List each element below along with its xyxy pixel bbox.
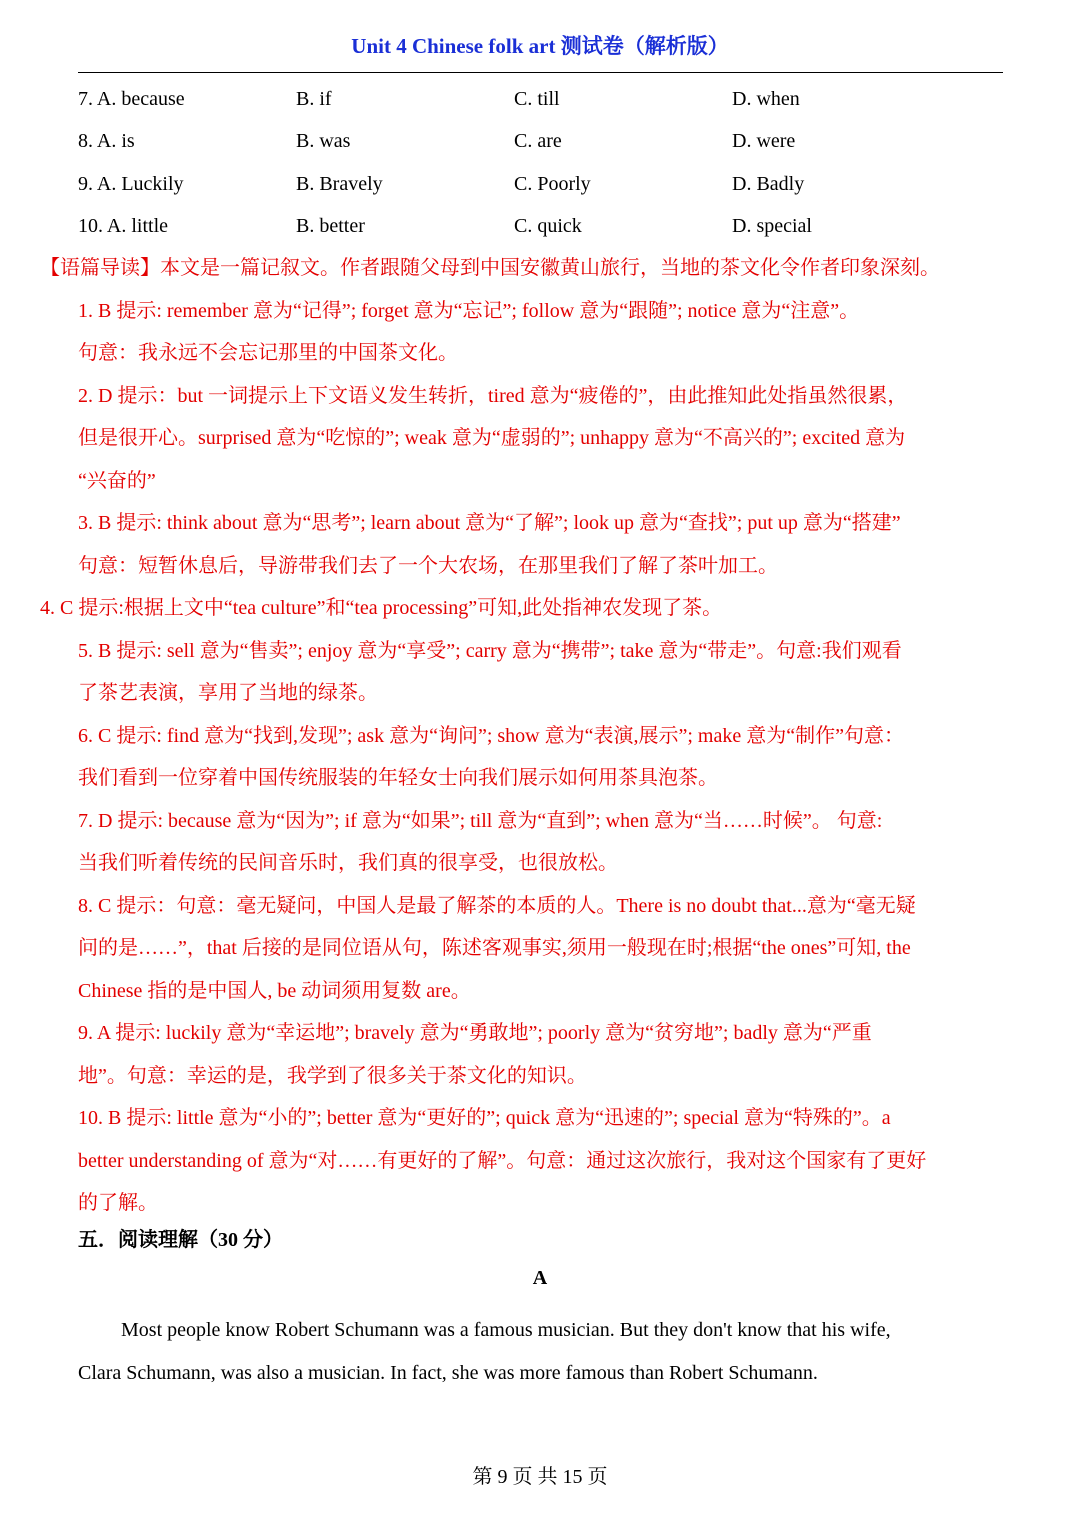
page-number: 第 9 页 共 15 页 xyxy=(472,1466,608,1488)
option-10d: D. special xyxy=(732,215,812,238)
options-row-10 xyxy=(78,206,1003,249)
option-8d: D. were xyxy=(732,130,796,153)
analysis-line: 的了解。 xyxy=(78,1192,158,1214)
analysis-line: 3. B 提示: think about 意为“思考”; learn about 意为“了解”; look up 意为“查找”; put up 意为“搭建” xyxy=(78,512,901,534)
passage-line: Most people know Robert Schumann was a famous musician. But they don't know that his wife, xyxy=(121,1319,891,1341)
answer-analysis xyxy=(40,247,1005,1225)
analysis-line: better understanding of 意为“对……有更好的了解”。句意：通过这次旅行，我对这个国家有了更好 xyxy=(78,1149,927,1172)
options-row-7 xyxy=(78,78,1003,121)
option-9d: D. Badly xyxy=(732,172,805,195)
option-7a: 7. A. because xyxy=(78,87,185,110)
analysis-line: 6. C 提示: find 意为“找到,发现”; ask 意为“询问”; show 意为“表演,展示”; make 意为“制作”句意： xyxy=(78,724,904,747)
option-8b: B. was xyxy=(296,130,351,153)
option-9a: 9. A. Luckily xyxy=(78,172,184,195)
option-9b: B. Bravely xyxy=(296,172,383,195)
analysis-line: 9. A 提示: luckily 意为“幸运地”; bravely 意为“勇敢地”; poorly 意为“贫穷地”; badly 意为“严重 xyxy=(78,1022,872,1044)
option-8c: C. are xyxy=(514,130,562,153)
passage-intro: 【语篇导读】本文是一篇记叙文。作者跟随父母到中国安徽黄山旅行，当地的茶文化令作者印象深刻。 xyxy=(40,257,940,279)
header-rule xyxy=(78,72,1003,73)
options-row-9 xyxy=(78,163,1003,206)
option-7d: D. when xyxy=(732,87,800,110)
option-10a: 10. A. little xyxy=(78,215,168,238)
analysis-line: Chinese 指的是中国人, be 动词须用复数 are。 xyxy=(78,979,471,1002)
analysis-line: 但是很开心。surprised 意为“吃惊的”; weak 意为“虚弱的”; unhappy 意为“不高兴的”; excited 意为 xyxy=(78,427,906,449)
analysis-line: 了茶艺表演，享用了当地的绿茶。 xyxy=(78,682,378,704)
analysis-line: 10. B 提示: little 意为“小的”; better 意为“更好的”; quick 意为“迅速的”; special 意为“特殊的”。a xyxy=(78,1107,891,1129)
options-table xyxy=(78,78,1003,248)
analysis-line: 5. B 提示: sell 意为“售卖”; enjoy 意为“享受”; carry 意为“携带”; take 意为“带走”。句意:我们观看 xyxy=(78,639,902,662)
option-9c: C. Poorly xyxy=(514,172,591,195)
option-8a: 8. A. is xyxy=(78,130,135,153)
analysis-line: 问的是……”，that 后接的是同位语从句，陈述客观事实,须用一般现在时;根据“the ones”可知, the xyxy=(78,937,911,959)
page-header-title: Unit 4 Chinese folk art 测试卷（解析版） xyxy=(351,34,729,58)
analysis-line: 句意：我永远不会忘记那里的中国茶文化。 xyxy=(78,342,458,364)
section-part-label: A xyxy=(532,1267,548,1289)
reading-passage xyxy=(78,1309,1003,1394)
analysis-line: 1. B 提示: remember 意为“记得”; forget 意为“忘记”; follow 意为“跟随”; notice 意为“注意”。 xyxy=(78,299,860,322)
analysis-line: 句意：短暂休息后，导游带我们去了一个大农场，在那里我们了解了茶叶加工。 xyxy=(78,554,778,577)
section-title: 五．阅读理解（30 分） xyxy=(78,1229,283,1251)
options-row-8 xyxy=(78,121,1003,164)
analysis-line: 7. D 提示: because 意为“因为”; if 意为“如果”; till 意为“直到”; when 意为“当……时候”。 句意: xyxy=(78,809,883,832)
passage-line: Clara Schumann, was also a musician. In fact, she was more famous than Robert Schumann. xyxy=(78,1361,818,1384)
option-10c: C. quick xyxy=(514,215,582,238)
option-10b: B. better xyxy=(296,215,365,238)
option-7b: B. if xyxy=(296,87,332,110)
analysis-line: 我们看到一位穿着中国传统服装的年轻女士向我们展示如何用茶具泡茶。 xyxy=(78,767,718,789)
analysis-line: 2. D 提示：but 一词提示上下文语义发生转折，tired 意为“疲倦的”，由此推知此处指虽然很累， xyxy=(78,384,908,407)
analysis-line: 8. C 提示：句意：毫无疑问，中国人是最了解茶的本质的人。There is no doubt that...意为“毫无疑 xyxy=(78,894,916,917)
analysis-line: 4. C 提示:根据上文中“tea culture”和“tea processing”可知,此处指神农发现了茶。 xyxy=(40,597,723,619)
analysis-line: “兴奋的” xyxy=(78,469,156,492)
option-7c: C. till xyxy=(514,87,560,110)
analysis-line: 地”。句意：幸运的是，我学到了很多关于茶文化的知识。 xyxy=(78,1064,587,1087)
analysis-line: 当我们听着传统的民间音乐时，我们真的很享受，也很放松。 xyxy=(78,852,618,874)
